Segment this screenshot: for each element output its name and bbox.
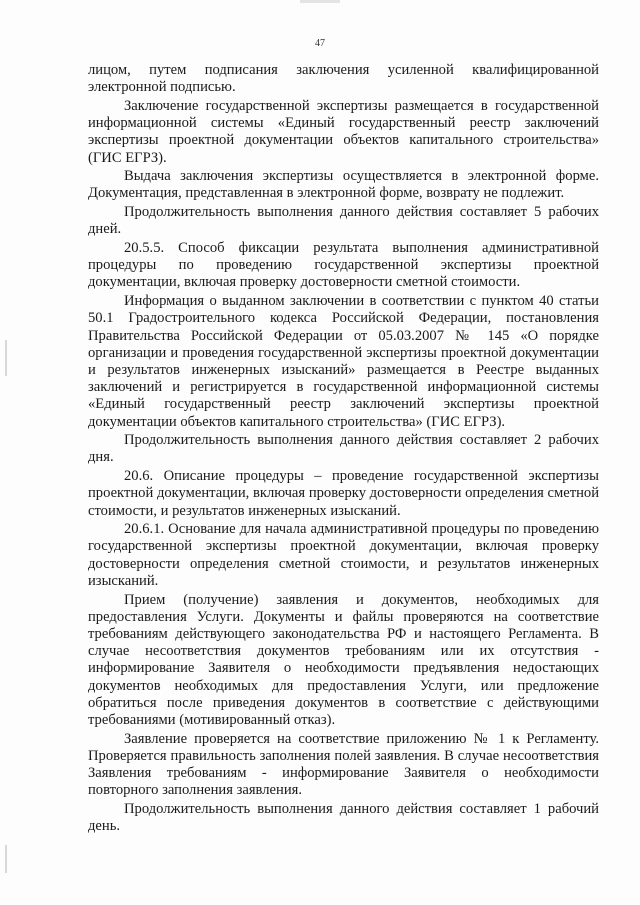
paragraph: 20.6. Описание процедуры – проведение государственной экспертизы проектной документации, включая проверку достоверности определения сметной стоимости, и результатов инженерных изысканий. xyxy=(88,468,599,519)
scan-artifact xyxy=(300,0,340,3)
paragraph: 20.6.1. Основание для начала административной процедуры по проведению государственной экспертизы проектной документации, включая проверку достоверности определения сметной стоимости, и результатов инженерных изысканий. xyxy=(88,521,599,589)
scan-artifact xyxy=(5,845,7,873)
paragraph: 20.5.5. Способ фиксации результата выполнения административной процедуры по проведению государственной экспертизы проектной документации, включая проверку достоверности сметной стоимости. xyxy=(88,240,599,291)
paragraph: лицом, путем подписания заключения усиленной квалифицированной электронной подписью. xyxy=(88,62,599,96)
paragraph: Прием (получение) заявления и документов, необходимых для предоставления Услуги. Документы и файлы проверяются на соответствие требованиям действующего законодательства РФ и настоящего Регламента. В случае несоответствия документов требованиям или их отсутствия - информирование Заявителя о необходимости предъявления недостающих документов необходимых для предоставления Услуги, или предложение обратиться после приведения документов в соответствие с действующими требованиями (мотивированный отказ). xyxy=(88,591,599,729)
scan-artifact xyxy=(5,340,7,376)
paragraph: Выдача заключения экспертизы осуществляется в электронной форме. Документация, представленная в электронной форме, возврату не подлежит. xyxy=(88,168,599,202)
page-number: 47 xyxy=(315,38,325,49)
paragraph: Продолжительность выполнения данного действия составляет 1 рабочий день. xyxy=(88,801,599,835)
paragraph: Продолжительность выполнения данного действия составляет 2 рабочих дня. xyxy=(88,432,599,466)
paragraph: Информация о выданном заключении в соответствии с пунктом 40 статьи 50.1 Градостроительного кодекса Российской Федерации, постановления Правительства Российской Федерации от 05.03.2007 № 145 «О порядке организации и проведения государственной экспертизы проектной документации и результатов инженерных изысканий» размещается в Реестре выданных заключений и регистрируется в государственной информационной системы «Единый государственный реестр заключений экспертизы проектной документации объектов капитального строительства» (ГИС ЕГРЗ). xyxy=(88,293,599,430)
paragraph: Заявление проверяется на соответствие приложению № 1 к Регламенту. Проверяется правильность заполнения полей заявления. В случае несоответствия Заявления требованиям - информирование Заявителя о необходимости повторного заполнения заявления. xyxy=(88,730,599,799)
paragraph: Заключение государственной экспертизы размещается в государственной информационной системы «Единый государственный реестр заключений экспертизы проектной документации объектов капитального строительства» (ГИС ЕГРЗ). xyxy=(88,97,599,166)
paragraph: Продолжительность выполнения данного действия составляет 5 рабочих дней. xyxy=(88,204,599,238)
document-body xyxy=(88,62,599,837)
